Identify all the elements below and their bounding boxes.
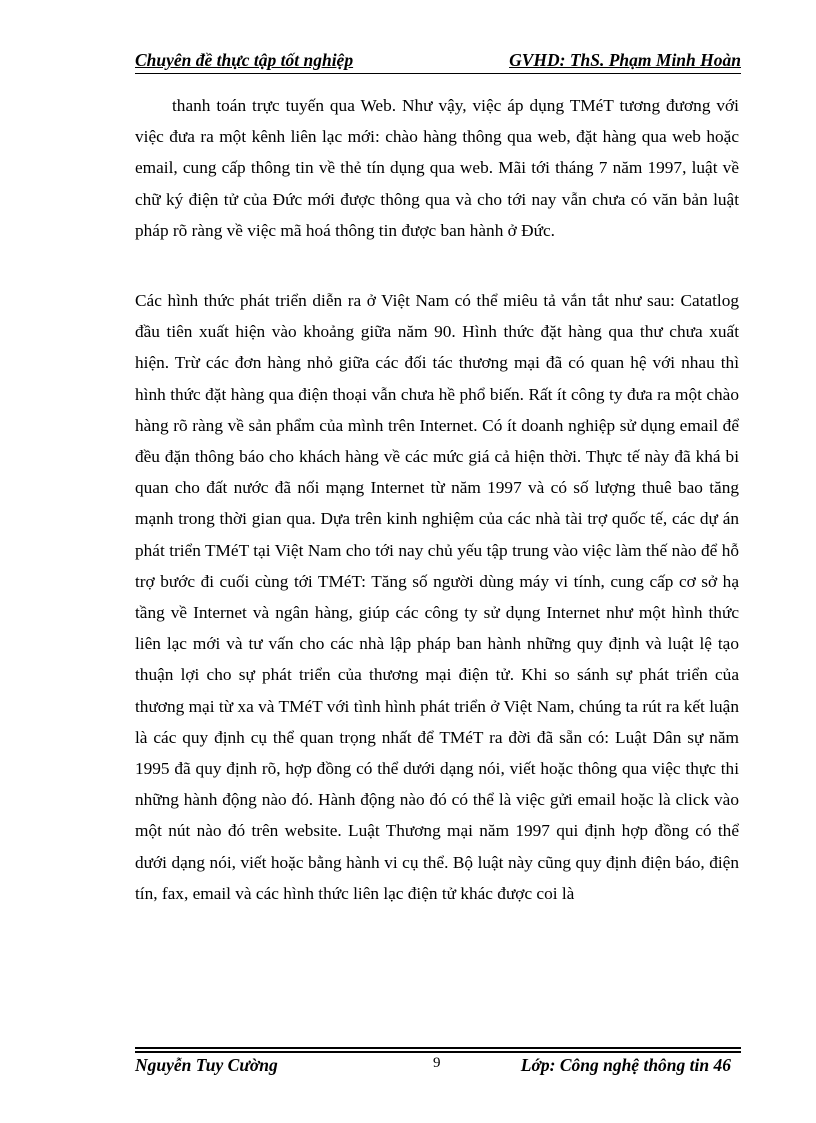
- paragraph-2: Các hình thức phát triển diễn ra ở Việt Nam có thể miêu tả vắn tắt như sau: Catatlog đầu tiên xuất hiện vào khoảng giữa năm 90. Hình thức đặt hàng qua thư chưa xuất hiện. Trừ các đơn hàng nhỏ giữa các đối tác thương mại đã có quan hệ với nhau thì hình thức đặt hàng qua điện thoại vẫn chưa hề phổ biến. Rất ít công ty đưa ra một chào hàng rõ ràng về sản phẩm của mình trên Internet. Có ít doanh nghiệp sử dụng email để đều đặn thông báo cho khách hàng về các mức giá cả hiện thời. Thực tế này đã khá bi quan cho đất nước đã nối mạng Internet từ năm 1997 và có số lượng thuê bao tăng mạnh trong thời gian qua. Dựa trên kinh nghiệm của các nhà tài trợ quốc tế, các dự án phát triển TMéT tại Việt Nam cho tới nay chủ yếu tập trung vào việc làm thế nào để hỗ trợ bước đi cuối cùng tới TMéT: Tăng số người dùng máy vi tính, cung cấp cơ sở hạ tầng về Internet và ngân hàng, giúp các công ty sử dụng Internet như một hình thức liên lạc mới và tư vấn cho các nhà lập pháp ban hành những quy định và luật lệ tạo thuận lợi cho sự phát triển của thương mại điện tử. Khi so sánh sự phát triển của thương mại từ xa và TMéT với tình hình phát triển ở Việt Nam, chúng ta rút ra kết luận là các quy định cụ thể quan trọng nhất để TMéT ra đời đã sẵn có: Luật Dân sự năm 1995 đã quy định rõ, hợp đồng có thể dưới dạng nói, viết hoặc thông qua việc thực thi những hành động nào đó. Hành động nào đó có thể là việc gửi email hoặc là click vào một nút nào đó trên website. Luật Thương mại năm 1997 qui định hợp đồng có thể dưới dạng nói, viết hoặc bằng hành vi cụ thể. Bộ luật này cũng quy định điện báo, điện tín, fax, email và các hình thức liên lạc điện tử khác được coi là: [135, 291, 739, 903]
- header-report-title: Chuyên đề thực tập tốt nghiệp: [135, 50, 354, 70]
- paragraph-1: thanh toán trực tuyến qua Web. Như vậy, việc áp dụng TMéT tương đương với việc đưa ra một kênh liên lạc mới: chào hàng thông qua web, đặt hàng qua web hoặc email, cung cấp thông tin về thẻ tín dụng qua web. Mãi tới tháng 7 năm 1997, luật về chữ ký điện tử của Đức mới được thông qua và cho tới nay vẫn chưa có văn bản luật pháp rõ ràng về việc mã hoá thông tin được ban hành ở Đức.: [135, 96, 739, 240]
- body-text: [135, 90, 739, 909]
- footer-rule-bottom: [135, 1051, 741, 1053]
- paragraph-gap: [135, 246, 739, 285]
- header-supervisor: GVHD: ThS. Phạm Minh Hoàn: [509, 50, 741, 70]
- page-header: [135, 48, 741, 74]
- page-footer: [135, 1055, 741, 1079]
- page-number: 9: [433, 1055, 441, 1071]
- header-rule: [135, 73, 741, 74]
- footer-class: Lớp: Công nghệ thông tin 46: [520, 1055, 731, 1075]
- footer-author: Nguyễn Tuy Cường: [135, 1055, 278, 1075]
- footer-rule-top: [135, 1047, 741, 1049]
